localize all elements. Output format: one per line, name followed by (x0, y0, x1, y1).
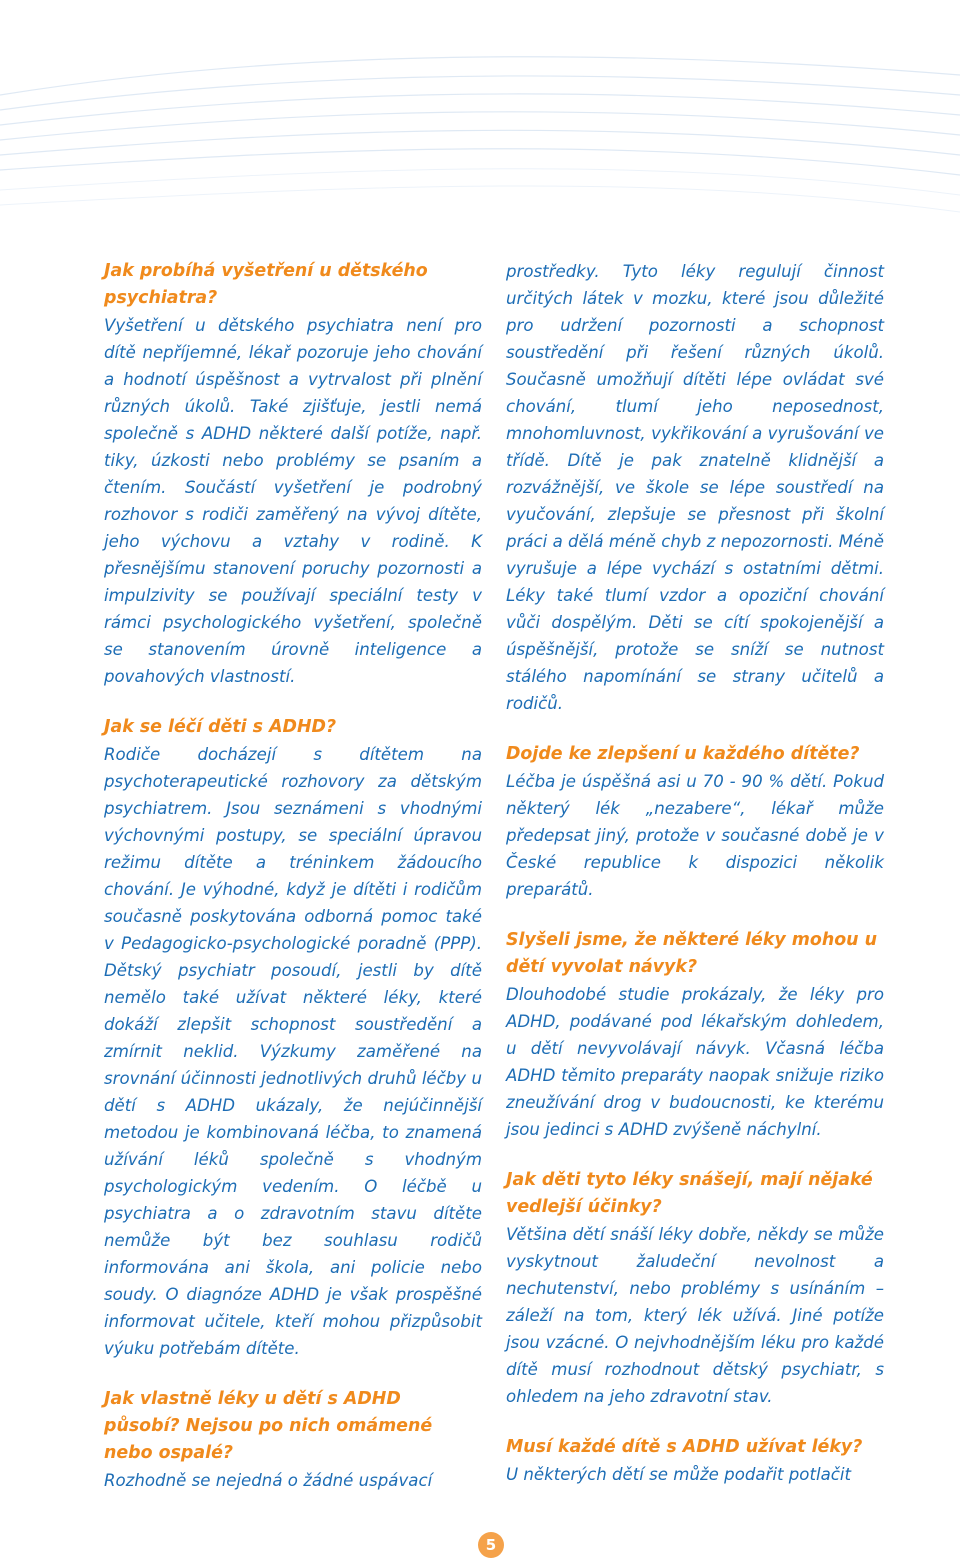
page-number-badge: 5 (478, 1532, 504, 1558)
section-text-exam: Vyšetření u dětského psychiatra není pro dítě nepříjemné, lékař pozoruje jeho chování a hodnotí úspěšnost a vytrvalost při plnění různých úkolů. Také zjišťuje, jestli nemá společně s ADHD některé další potíže, např. tiky, úzkosti nebo problémy se psaním a čtením. Součástí vyšetření je podrobný rozhovor s rodiči zaměřený na vývoj dítěte, jeho výchovu a vztahy v rodině. K přesnějšímu stanovení poruchy pozornosti a impulzivity se používají speciální testy v rámci psychologického vyšetření, společně se stanovením úrovně inteligence a povahových vlastností. (104, 316, 482, 686)
section-text-continuation: prostředky. Tyto léky regulují činnost určitých látek v mozku, které jsou důležité pro udržení pozornosti a schopnost soustředění při řešení různých úkolů. Současně umožňují dítěti lépe ovládat své chování, tlumí jeho neposednost, mnohomluvnost, vykřikování a vyrušování ve třídě. Dítě je pak znatelně klidnější a rozvážnější, ve škole se lépe soustředí na vyučování, zlepšuje se přesnost při školní práci a dělá méně chyb z nepozornosti. Méně vyrušuje a lépe vychází s ostatními dětmi. Léky také tlumí vzdor a opoziční chování vůči dospělým. Děti se cítí spokojenější a úspěšnější, protože se sníží se nutnost stálého napomínání se strany učitelů a rodičů. (506, 262, 884, 713)
section-text-side-effects: Většina dětí snáší léky dobře, někdy se může vyskytnout žaludeční nevolnost a nechutenství, nebo problémy s usínáním – záleží na tom, který lék užívá. Jiné potíže jsou vzácné. O nejvhodnějším léku pro každé dítě musí rozhodnout dětský psychiatr, s ohledem na jeho zdravotní stav. (506, 1225, 884, 1406)
section-heading-how-drugs-work: Jak vlastně léky u dětí s ADHD působí? Nejsou po nich omámené nebo ospalé? (104, 1389, 433, 1463)
section-text-addiction: Dlouhodobé studie prokázaly, že léky pro ADHD, podávané pod lékařským dohledem, u dětí nevyvolávají návyk. Včasná léčba ADHD těmito preparáty naopak snižuje riziko zneužívání drog v budoucnosti, ke kterému jsou jedinci s ADHD zvýšeně náchylní. (506, 985, 884, 1139)
section-heading-addiction: Slyšeli jsme, že některé léky mohou u dětí vyvolat návyk? (506, 930, 878, 977)
section-text-improvement: Léčba je úspěšná asi u 70 - 90 % dětí. Pokud některý lék „nezabere“, lékař může předepsat jiný, protože v současné době je v České republice k dispozici několik preparátů. (506, 772, 884, 899)
right-column (506, 258, 884, 1488)
section-heading-treatment: Jak se léčí děti s ADHD? (104, 717, 337, 737)
decorative-swoosh-lines (0, 0, 960, 260)
section-text-how-drugs-work: Rozhodně se nejedná o žádné uspávací (104, 1471, 433, 1490)
section-heading-side-effects: Jak děti tyto léky snášejí, mají nějaké vedlejší účinky? (506, 1170, 873, 1217)
section-heading-exam: Jak probíhá vyšetření u dětského psychiatra? (104, 261, 428, 308)
section-heading-improvement: Dojde ke zlepšení u každého dítěte? (506, 744, 860, 764)
section-heading-must-take: Musí každé dítě s ADHD užívat léky? (506, 1437, 863, 1457)
section-text-treatment: Rodiče docházejí s dítětem na psychoterapeutické rozhovory za dětským psychiatrem. Jsou seznámeni s vhodnými výchovnými postupy, se speciální úpravou režimu dítěte a tréninkem žádoucího chování. Je výhodné, když je dítěti i rodičům současně poskytována odborná pomoc také v Pedagogicko-psychologické poradně (PPP). Dětský psychiatr posoudí, jestli by dítě nemělo také užívat některé léky, které dokáží zlepšit schopnost soustředění a zmírnit neklid. Výzkumy zaměřené na srovnání účinnosti jednotlivých druhů léčby u dětí s ADHD ukázaly, že nejúčinnější metodou je kombinovaná léčba, to znamená užívání léků společně s vhodným psychologickým vedením. O léčbě u psychiatra a o zdravotním stavu dítěte nemůže být bez souhlasu rodičů informována ani škola, ani policie nebo soudy. O diagnóze ADHD je však prospěšné informovat učitele, kteří mohou přizpůsobit výuku potřebám dítěte. (104, 745, 482, 1358)
section-text-must-take: U některých dětí se může podařit potlačit (506, 1465, 851, 1484)
left-column (104, 258, 482, 1494)
